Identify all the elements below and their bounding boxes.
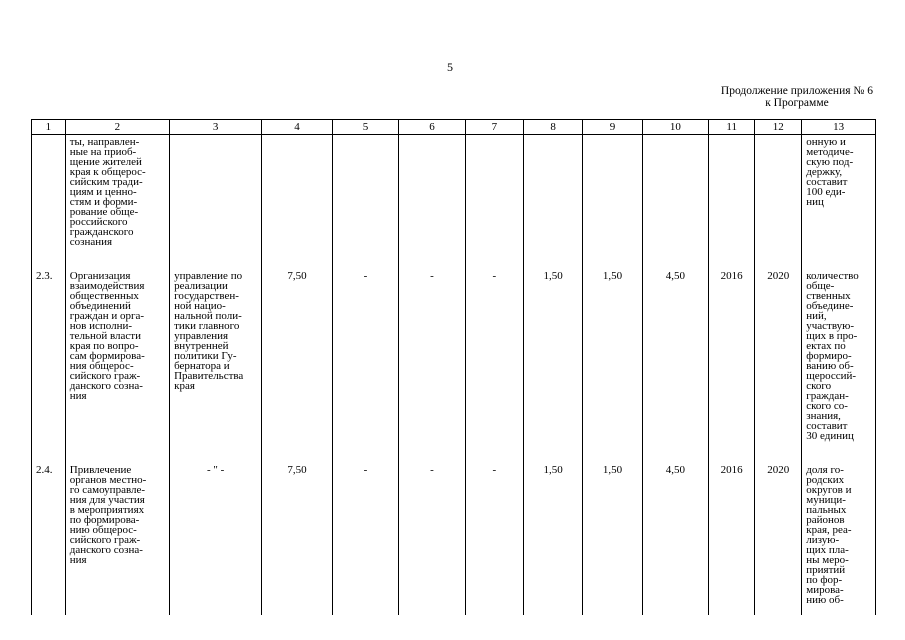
cell-total: 7,50	[262, 461, 333, 615]
cell-end-year: 2020	[755, 461, 802, 615]
cell-activity-name: ты, направлен- ные на приоб- щение жителей края к общерос- сийским тради- циям и ценно- стям и форми- рование обще- российского гражданского сознания	[65, 135, 169, 268]
continuation-line-1: Продолжение приложения № 6	[720, 85, 873, 97]
cell-activity-name: Привлечение органов местно- го самоуправле- ния для участия в мероприятиях по формирова- нию общерос- сийского граж- данского созна- ния	[65, 461, 169, 615]
col-header-7: 7	[465, 120, 523, 135]
cell-number	[32, 135, 66, 268]
cell-col6: -	[399, 267, 465, 461]
col-header-2: 2	[65, 120, 169, 135]
cell-end-year	[755, 135, 802, 268]
col-header-9: 9	[583, 120, 642, 135]
table-row	[32, 267, 876, 461]
cell-col9	[583, 135, 642, 268]
cell-end-year: 2020	[755, 267, 802, 461]
col-header-11: 11	[709, 120, 755, 135]
cell-executor: управление по реализации государствен- ной нацио- нальной поли- тики главного управления внутренней политики Гу- бернатора и Правительства края	[170, 267, 262, 461]
cell-col6: -	[399, 461, 465, 615]
cell-total	[262, 135, 333, 268]
cell-col10: 4,50	[642, 267, 708, 461]
col-header-3: 3	[170, 120, 262, 135]
table-row	[32, 135, 876, 268]
cell-number: 2.3.	[32, 267, 66, 461]
cell-col8: 1,50	[524, 461, 583, 615]
col-header-1: 1	[32, 120, 66, 135]
cell-result: количество обще- ственных объедине- ний, участвую- щих в про- ектах по формиро- ванию об- щероссий- ского граждан- ского со- знания, составит 30 единиц	[802, 267, 876, 461]
continuation-line-2: к Программе	[765, 97, 829, 109]
col-header-12: 12	[755, 120, 802, 135]
cell-col8	[524, 135, 583, 268]
cell-col9: 1,50	[583, 461, 642, 615]
col-header-4: 4	[262, 120, 333, 135]
cell-col6	[399, 135, 465, 268]
cell-col7: -	[465, 461, 523, 615]
cell-col7	[465, 135, 523, 268]
cell-start-year: 2016	[709, 267, 755, 461]
col-header-8: 8	[524, 120, 583, 135]
cell-col8: 1,50	[524, 267, 583, 461]
cell-result: доля го- родских округов и муници- пальных районов края, реа- лизую- щих пла- ны меро- приятий по фор- мирова- нию об-	[802, 461, 876, 615]
cell-start-year: 2016	[709, 461, 755, 615]
cell-col5: -	[332, 461, 398, 615]
cell-result: онную и методиче- скую под- держку, составит 100 еди- ниц	[802, 135, 876, 268]
col-header-13: 13	[802, 120, 876, 135]
cell-col5: -	[332, 267, 398, 461]
col-header-5: 5	[332, 120, 398, 135]
cell-col10	[642, 135, 708, 268]
cell-activity-name: Организация взаимодействия общественных объединений граждан и орга- нов исполни- тельной власти края по вопро- сам формирова- ния общерос- сийского граж- данского созна- ния	[65, 267, 169, 461]
cell-executor: - " -	[170, 461, 262, 615]
cell-col9: 1,50	[583, 267, 642, 461]
cell-total: 7,50	[262, 267, 333, 461]
cell-number: 2.4.	[32, 461, 66, 615]
cell-col10: 4,50	[642, 461, 708, 615]
appendix-continuation-label	[721, 85, 873, 109]
cell-executor	[170, 135, 262, 268]
header-row	[32, 120, 876, 135]
cell-col7: -	[465, 267, 523, 461]
cell-col5	[332, 135, 398, 268]
page-number: 5	[447, 60, 453, 74]
col-header-10: 10	[642, 120, 708, 135]
table-row	[32, 461, 876, 615]
cell-start-year	[709, 135, 755, 268]
program-table	[31, 119, 876, 615]
col-header-6: 6	[399, 120, 465, 135]
